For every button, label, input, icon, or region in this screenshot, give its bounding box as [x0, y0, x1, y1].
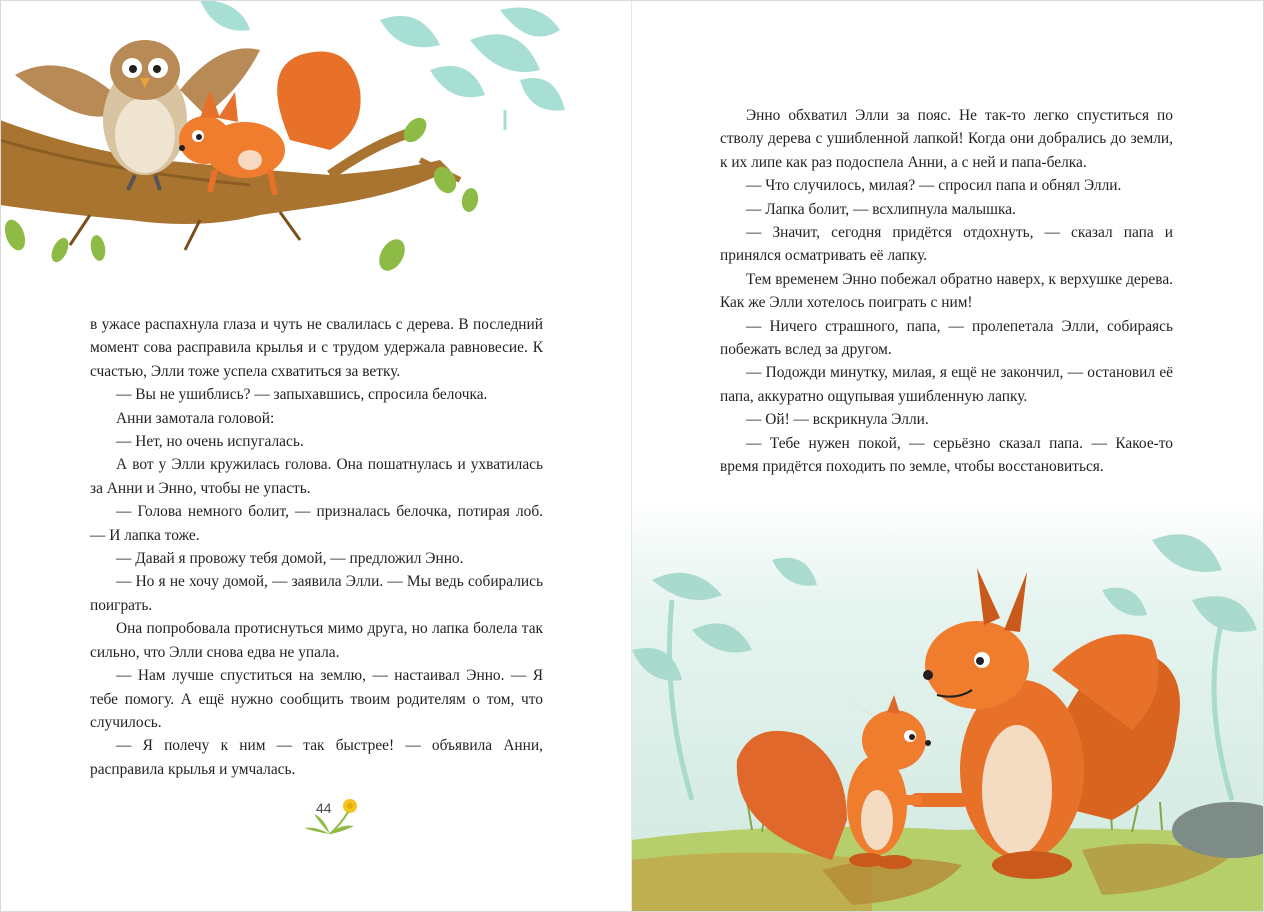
paragraph: — Значит, сегодня придётся отдохнуть, — сказал папа и принялся осматривать её лапку. [720, 224, 1173, 265]
paragraph: — Ничего страшного, папа, — пролепетала Элли, собираясь побежать вслед за другом. [720, 317, 1173, 359]
paragraph: — Тебе нужен покой, — серьёзно сказал папа. — Какое-то время придётся походить по земле, чтобы восстановиться. [720, 434, 1173, 476]
paragraph: — Ой! — вскрикнула Элли. [746, 411, 929, 429]
right-page-text [720, 104, 1173, 479]
paragraph: — Я полечу к ним — так быстрее! — объявила Анни, расправила крылья и умчалась. [90, 737, 543, 778]
paragraph: — Вы не ушиблись? — запыхавшись, спросила белочка. [116, 386, 488, 404]
paragraph: Она попробовала протиснуться мимо друга, но лапка болела так сильно, что Элли снова едва не упала. [90, 620, 543, 661]
page-spine [631, 0, 632, 912]
paragraph: — Голова немного болит, — призналась белочка, потирая лоб. — И лапка тоже. [90, 503, 543, 544]
paragraph: — Лапка болит, — всхлипнула малышка. [746, 200, 1016, 218]
paragraph: Анни замотала головой: [116, 409, 275, 427]
papa-and-little-squirrel-illustration [632, 500, 1264, 912]
left-page-text [90, 313, 543, 781]
dandelion-ornament [296, 796, 366, 840]
paragraph: — Но я не хочу домой, — заявила Элли. — Мы ведь собирались поиграть. [90, 573, 543, 614]
paragraph: — Нам лучше спуститься на землю, — настаивал Энно. — Я тебе помогу. А ещё нужно сообщить твоим родителям о том, что случилось. [90, 667, 543, 731]
paragraph: — Нет, но очень испугалась. [116, 433, 304, 451]
paragraph: — Что случилось, милая? — спросил папа и обнял Элли. [746, 177, 1122, 195]
page-number: 44 [316, 800, 332, 816]
paragraph: А вот у Элли кружилась голова. Она пошатнулась и ухватилась за Анни и Энно, чтобы не упасть. [90, 456, 543, 497]
right-page [632, 0, 1264, 912]
paragraph: Энно обхватил Элли за пояс. Не так-то легко спуститься по стволу дерева с ушибленной лапкой! Когда они добрались до земли, к их липе как раз подоспела Анни, а с ней и папа-белка. [720, 107, 1173, 171]
paragraph: в ужасе распахнула глаза и чуть не свалилась с дерева. В последний момент сова расправила крылья и с трудом удержала равновесие. К счастью, Элли тоже успела схватиться за ветку. [90, 316, 543, 380]
background-leaves [200, 0, 565, 130]
paragraph: — Подожди минутку, милая, я ещё не закончил, — остановил её папа, аккуратно ощупывая ушибленную лапку. [720, 364, 1173, 405]
paragraph: — Давай я провожу тебя домой, — предложил Энно. [116, 550, 464, 568]
paragraph: Тем временем Энно побежал обратно наверх, к верхушке дерева. Как же Элли хотелось поиграть с ним! [720, 270, 1173, 312]
owl-squirrel-branch-illustration [0, 0, 632, 290]
